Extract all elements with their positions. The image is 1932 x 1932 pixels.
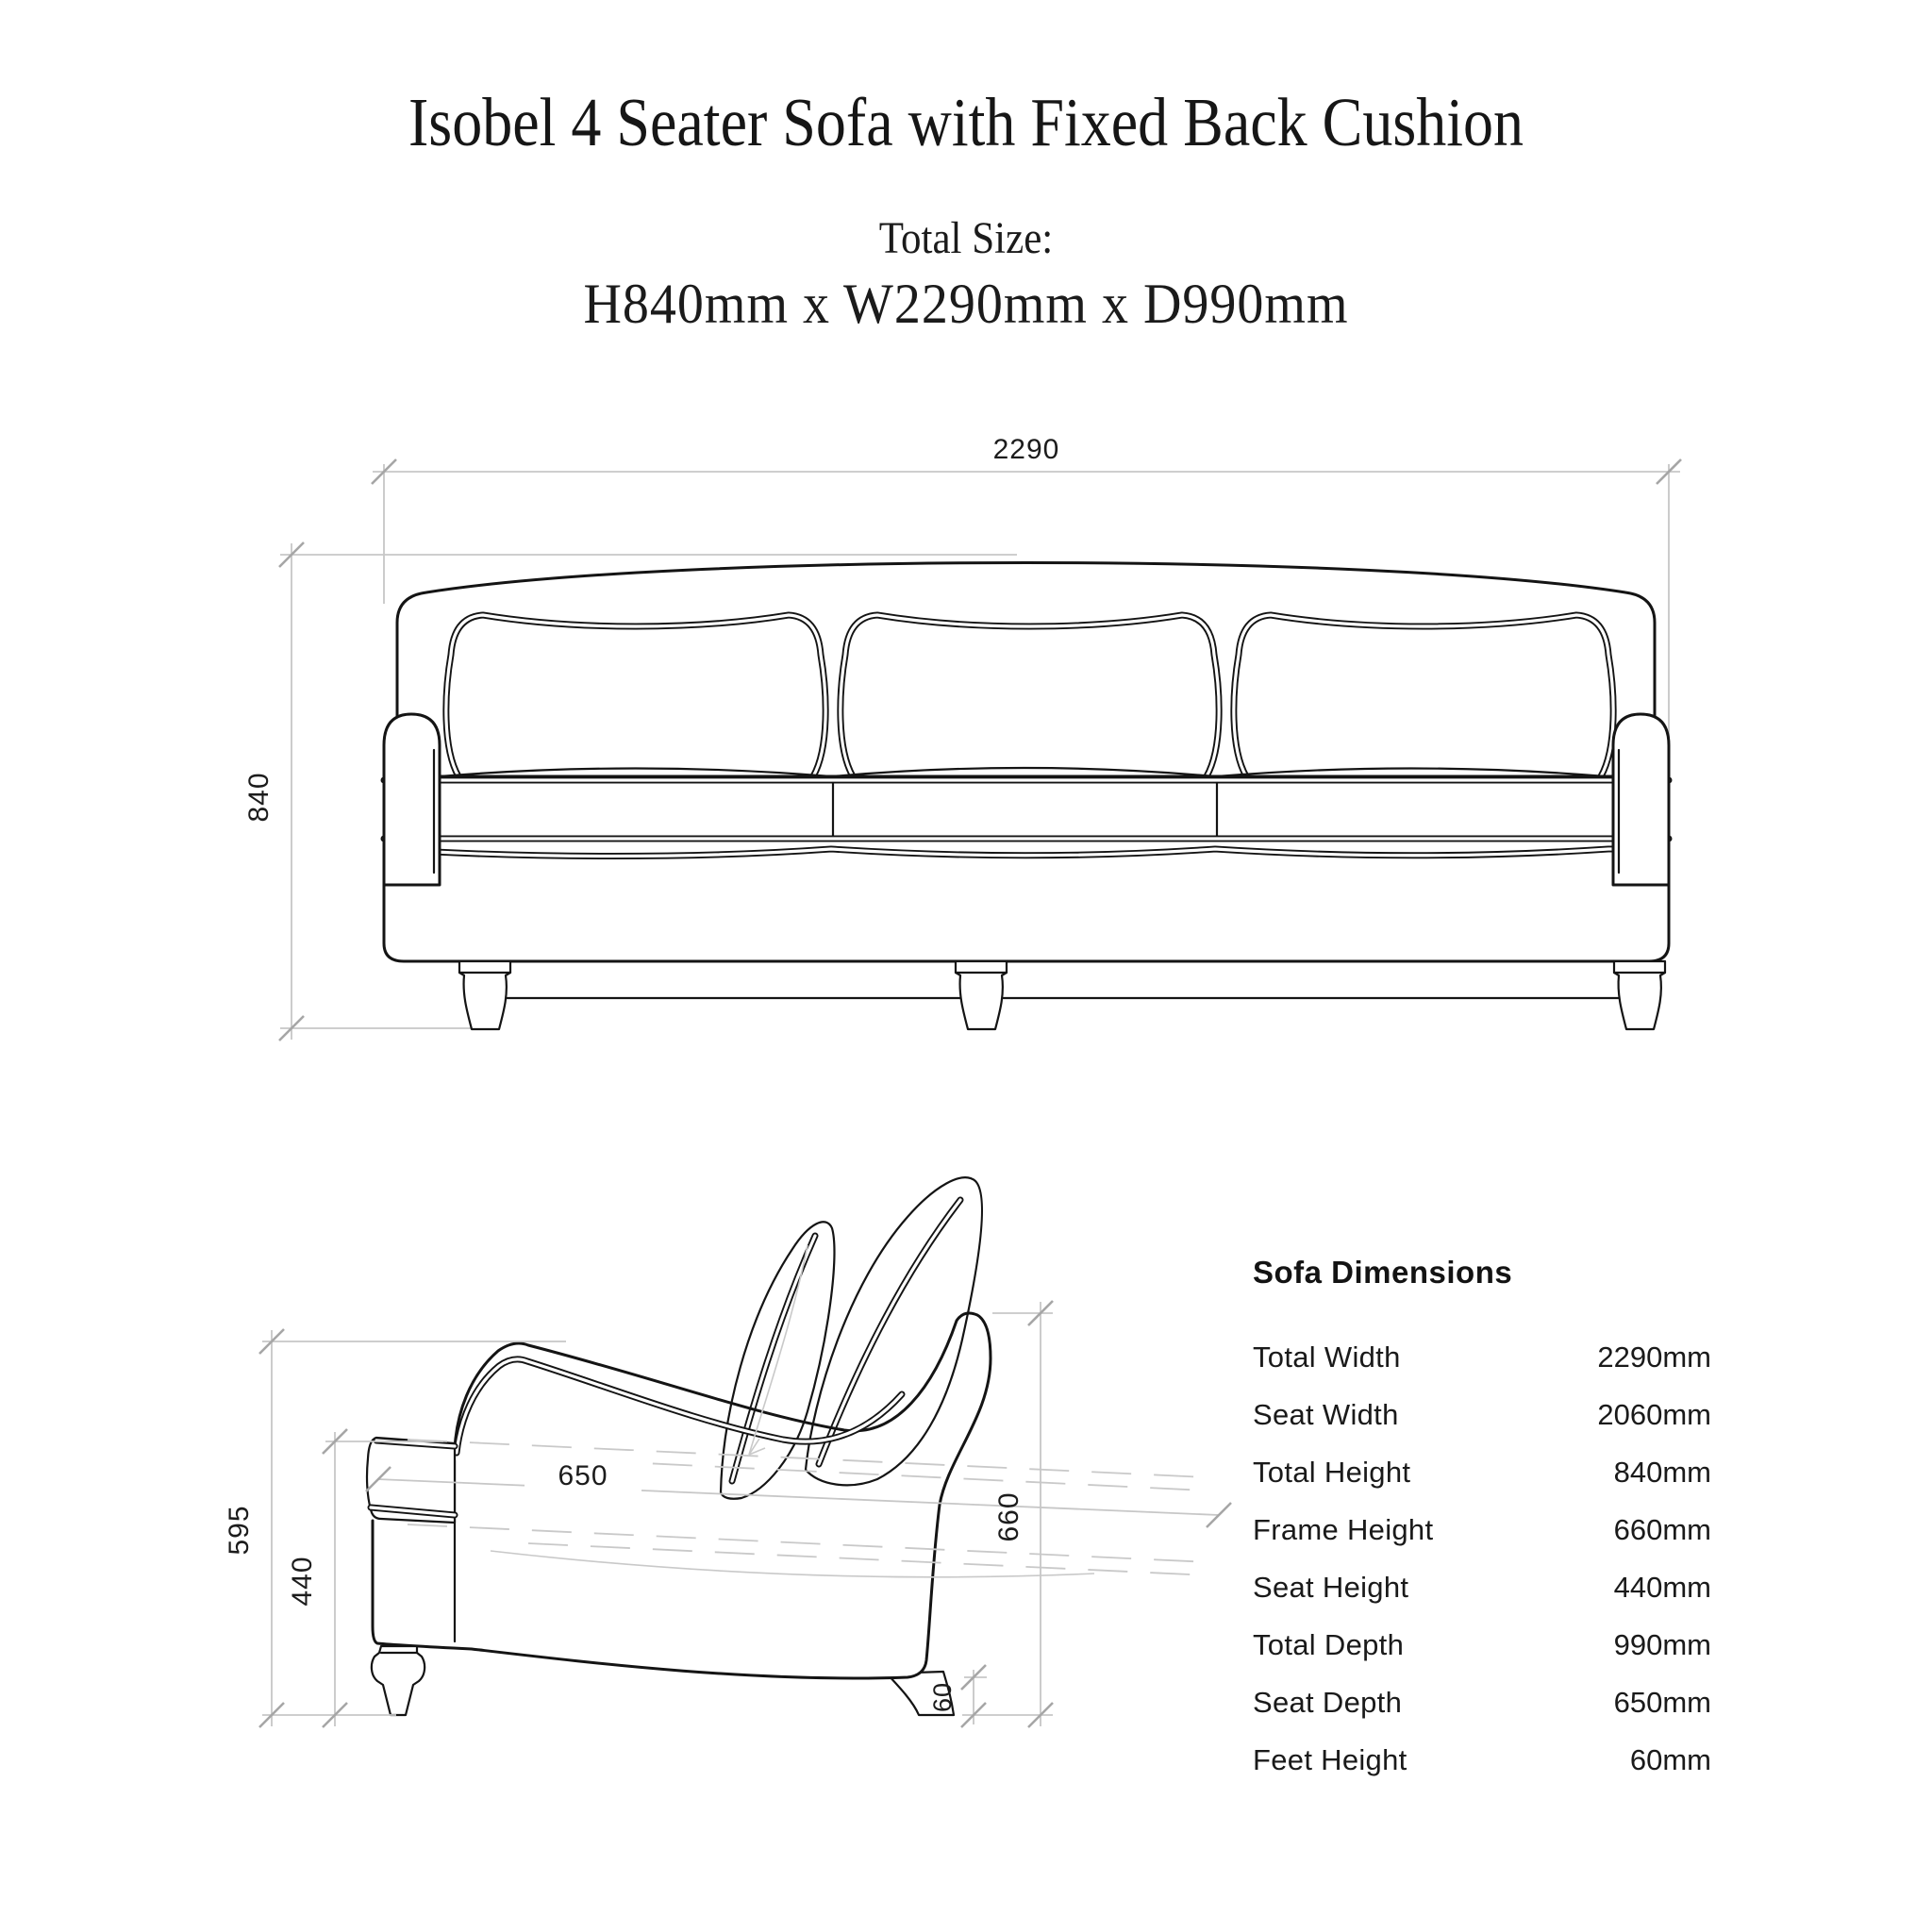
table-row (1253, 1501, 1711, 1558)
sofa-base-outline (384, 776, 1669, 961)
row-label: Total Height (1253, 1455, 1411, 1489)
row-label: Feet Height (1253, 1742, 1407, 1776)
row-value: 990mm (1613, 1627, 1711, 1661)
table-row (1253, 1443, 1711, 1501)
row-value: 440mm (1613, 1570, 1711, 1604)
page-title: Isobel 4 Seater Sofa with Fixed Back Cushion (408, 84, 1524, 161)
side-feet-height-dim-label: 60 (928, 1681, 957, 1713)
total-size-label: Total Size: (878, 214, 1054, 263)
back-cushions (446, 615, 1613, 776)
table-heading: Sofa Dimensions (1253, 1255, 1513, 1290)
row-label: Seat Width (1253, 1397, 1399, 1431)
total-size-value: H840mm x W2290mm x D990mm (583, 273, 1349, 337)
side-seat-height-dim-label: 440 (287, 1556, 318, 1607)
side-595-dim-label: 595 (224, 1505, 255, 1556)
front-height-dim-label: 840 (243, 772, 275, 823)
table-row (1253, 1328, 1711, 1386)
table-row (1253, 1731, 1711, 1789)
side-view-drawing (224, 1177, 1231, 1727)
row-label: Total Width (1253, 1340, 1401, 1374)
front-view-drawing (243, 434, 1681, 1041)
row-label: Total Depth (1253, 1627, 1405, 1661)
row-value: 840mm (1613, 1455, 1711, 1489)
seat-depth-dim-label: 650 (558, 1460, 608, 1491)
row-label: Seat Height (1253, 1570, 1409, 1604)
table-row (1253, 1558, 1711, 1616)
row-label: Seat Depth (1253, 1685, 1403, 1719)
sofa-dimensions-table (1253, 1255, 1711, 1789)
row-value: 650mm (1613, 1685, 1711, 1719)
front-width-dim-label: 2290 (992, 434, 1060, 465)
table-row (1253, 1386, 1711, 1443)
side-frame-height-dim-label: 660 (993, 1491, 1024, 1542)
row-value: 2060mm (1597, 1397, 1711, 1431)
side-front-leg (372, 1646, 425, 1715)
row-value: 660mm (1613, 1512, 1711, 1546)
row-value: 2290mm (1597, 1340, 1711, 1374)
row-label: Frame Height (1253, 1512, 1434, 1546)
table-row (1253, 1674, 1711, 1731)
front-view-legs (459, 961, 1665, 1029)
table-row (1253, 1616, 1711, 1674)
row-value: 60mm (1629, 1742, 1711, 1776)
